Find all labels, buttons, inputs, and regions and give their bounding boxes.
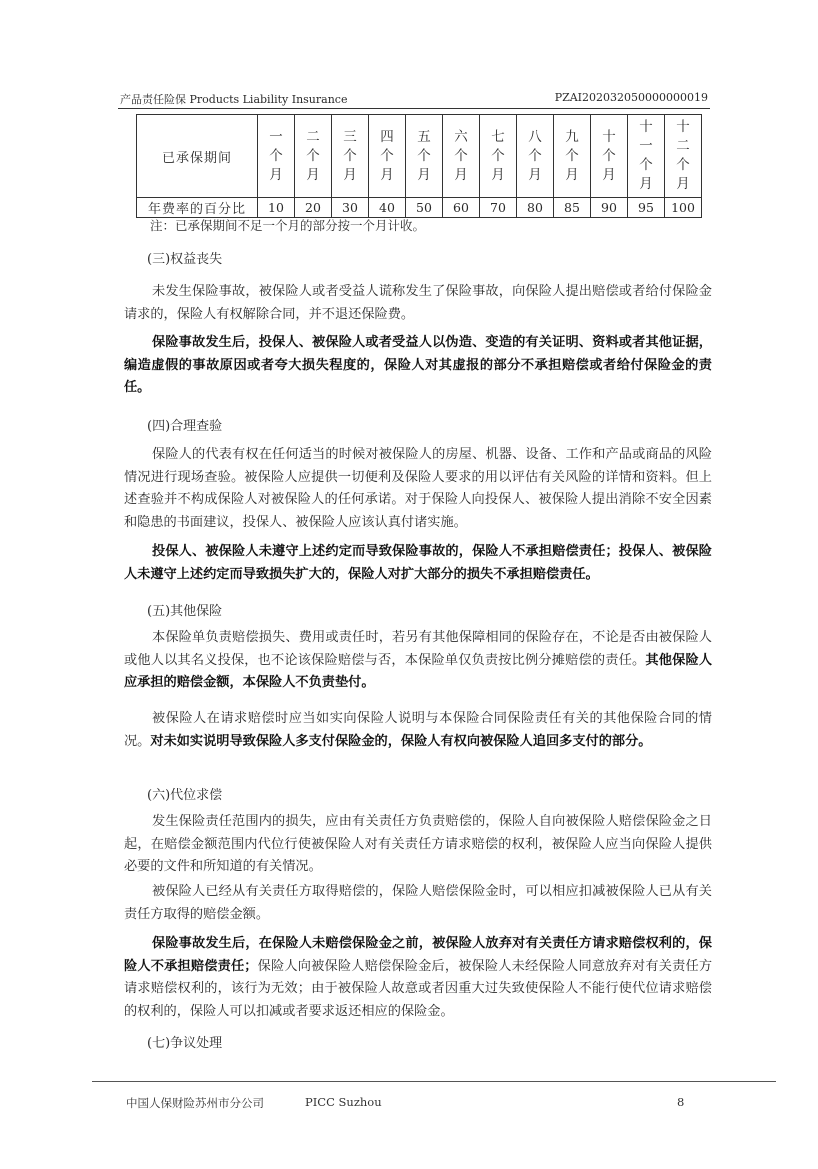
percent-cell: 40 [369,198,406,218]
month-cell: 三 个 月 [332,115,369,198]
month-cell: 六 个 月 [443,115,480,198]
month-cell: 七 个 月 [480,115,517,198]
month-cell: 五 个 月 [406,115,443,198]
percent-cell: 60 [443,198,480,218]
paragraph: 未发生保险事故，被保险人或者受益人谎称发生了保险事故，向保险人提出赔偿或者给付保险金请求的，保险人有权解除合同，并不退还保险费。 [124,284,712,322]
footer-brand: PICC Suzhou [305,1095,382,1109]
bold-text: 对未如实说明导致保险人多支付保险金的，保险人有权向被保险人追回多支付的部分。 [150,733,652,749]
percent-cell: 95 [628,198,665,218]
policy-number: PZAI202032050000000019 [554,91,708,104]
short-term-rate-table [136,114,702,218]
bold-text: 保险事故发生后，投保人、被保险人或者受益人以伪造、变造的有关证明、资料或者其他证据，编造虚假的事故原因或者夸大损失程度的，保险人对其虚报的部分不承担赔偿或者给付保险金的责任。 [124,335,712,395]
percent-cell: 85 [554,198,591,218]
header-rule [118,108,710,109]
normal-text: 保险人向被保险人赔偿保险金后，被保险人未经保险人同意放弃对有关责任方请求赔偿权利的，该行为无效；由于被保险人故意或者因重大过失致使保险人不能行使代位请求赔偿的权利的，保险人可以扣减或者要求返还相应的保险金。 [124,958,712,1019]
paragraph [124,708,712,753]
section-heading-subrogation: (六)代位求偿 [147,788,223,803]
paragraph: 保险人的代表有权在任何适当的时候对被保险人的房屋、机器、设备、工作和产品或商品的风险情况进行现场查验。被保险人应提供一切便利及保险人要求的用以评估有关风险的详情和资料。但上述查验并不构成保险人对被保险人的任何承诺。对于保险人向投保人、被保险人提出消除不安全因素和隐患的书面建议，投保人、被保险人应该认真付诸实施。 [124,447,712,530]
paragraph: 发生保险责任范围内的损失，应由有关责任方负责赔偿的，保险人自向被保险人赔偿保险金之日起，在赔偿金额范围内代位行使被保险人对有关责任方请求赔偿的权利，被保险人应当向保险人提供必要的文件和所知道的有关情况。 [124,814,712,874]
table-note: 注：已承保期间不足一个月的部分按一个月计收。 [150,218,426,233]
section-heading-dispute: (七)争议处理 [147,1036,223,1051]
footer-company: 中国人保财险苏州市分公司 [126,1096,264,1110]
header-title: 产品责任险保 Products Liability Insurance [120,93,348,106]
section-heading-other-insurance: (五)其他保险 [147,604,223,619]
section-heading-inspection: (四)合理查验 [147,419,223,434]
paragraph-bold [124,332,712,400]
paragraph-bold [124,541,712,586]
percent-cell: 10 [258,198,295,218]
page-number: 8 [677,1095,685,1109]
percent-label: 年费率的百分比 [137,198,258,218]
month-cell: 十 一 个 月 [628,115,665,198]
period-row [137,115,702,198]
month-cell: 八 个 月 [517,115,554,198]
percent-row [137,198,702,218]
paragraph: 被保险人已经从有关责任方取得赔偿的，保险人赔偿保险金时，可以相应扣减被保险人已从有关责任方取得的赔偿金额。 [124,884,712,922]
period-label: 已承保期间 [137,115,258,198]
percent-cell: 100 [665,198,702,218]
normal-text: 本保险单负责赔偿损失、费用或责任时，若另有其他保障相同的保险存在，不论是否由被保险人或他人以其名义投保，也不论该保险赔偿与否，本保险单仅负责按比例分摊赔偿的责任。 [124,630,712,668]
percent-cell: 20 [295,198,332,218]
percent-cell: 30 [332,198,369,218]
bold-text: 其他保险人应承担的赔偿金额，本保险人不负责垫付。 [124,652,713,690]
month-cell: 十 个 月 [591,115,628,198]
page-header [120,91,708,107]
paragraph [124,627,712,695]
footer-rule [92,1081,776,1082]
section-heading-forfeiture: (三)权益丧失 [147,252,223,267]
month-cell: 一 个 月 [258,115,295,198]
percent-cell: 70 [480,198,517,218]
percent-cell: 50 [406,198,443,218]
percent-cell: 90 [591,198,628,218]
bold-text: 投保人、被保险人未遵守上述约定而导致保险事故的，保险人不承担赔偿责任；投保人、被保险人未遵守上述约定而导致损失扩大的，保险人对扩大部分的损失不承担赔偿责任。 [124,544,712,582]
month-cell: 九 个 月 [554,115,591,198]
month-cell: 十 二 个 月 [665,115,702,198]
percent-cell: 80 [517,198,554,218]
normal-text: 被保险人在请求赔偿时应当如实向保险人说明与本保险合同保险责任有关的其他保险合同的情况。 [124,711,712,749]
month-cell: 二 个 月 [295,115,332,198]
month-cell: 四 个 月 [369,115,406,198]
paragraph [124,933,712,1023]
bold-text: 保险事故发生后，在保险人未赔偿保险金之前，被保险人放弃对有关责任方请求赔偿权利的，保险人不承担赔偿责任； [124,936,712,974]
